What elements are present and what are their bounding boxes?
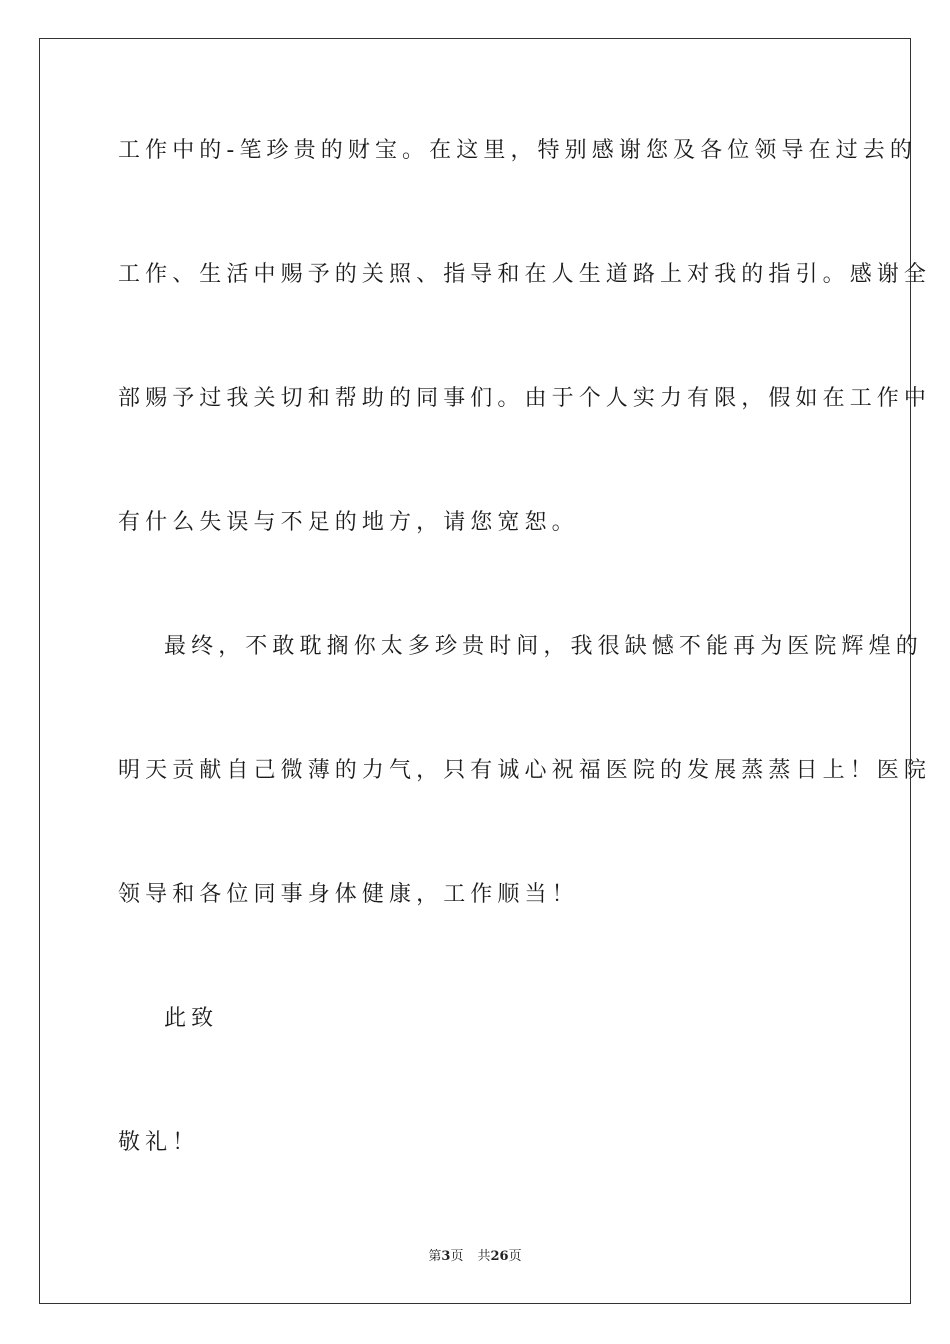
- page-suffix: 页: [450, 1249, 464, 1264]
- body-line-6: 明天贡献自己微薄的力气，只有诚心祝福医院的发展蒸蒸日上！医院: [118, 758, 932, 783]
- page-frame: [39, 38, 911, 1304]
- closing-regards: 敬礼！: [118, 1130, 200, 1155]
- body-line-5: 最终，不敢耽搁你太多珍贵时间，我很缺憾不能再为医院辉煌的: [164, 634, 923, 659]
- closing-salutation: 此致: [164, 1006, 219, 1031]
- body-line-3: 部赐予过我关切和帮助的同事们。由于个人实力有限，假如在工作中: [118, 386, 932, 411]
- page-number: 3: [441, 1249, 451, 1264]
- body-line-2: 工作、生活中赐予的关照、指导和在人生道路上对我的指引。感谢全: [118, 262, 932, 287]
- body-line-4: 有什么失误与不足的地方，请您宽恕。: [118, 510, 579, 535]
- body-line-7: 领导和各位同事身体健康，工作顺当！: [118, 882, 579, 907]
- body-line-1: 工作中的-笔珍贵的财宝。在这里，特别感谢您及各位领导在过去的: [118, 138, 917, 163]
- total-prefix: 共: [477, 1249, 491, 1264]
- total-pages: 26: [490, 1249, 509, 1264]
- page-footer: [0, 1248, 950, 1266]
- total-suffix: 页: [508, 1249, 522, 1264]
- page-prefix: 第: [428, 1249, 442, 1264]
